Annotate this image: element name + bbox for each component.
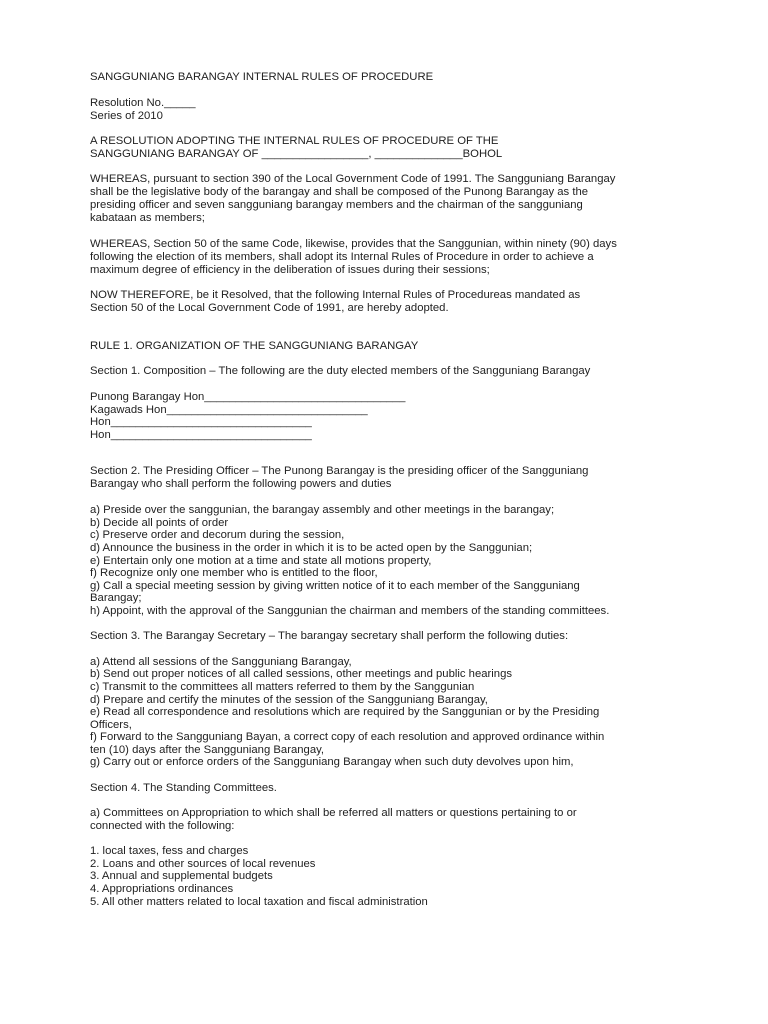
list-item: b) Send out proper notices of all called sessions, other meetings and public hearings: [90, 668, 513, 680]
list-item: g) Call a special meeting session by giving written notice of it to each member of the Sangguniang: [90, 580, 580, 592]
resolved-paragraph-line: Section 50 of the Local Government Code of 1991, are hereby adopted.: [90, 302, 449, 314]
resolution-number: Resolution No._____: [90, 97, 196, 109]
member-blank-line: Hon________________________________: [90, 416, 312, 428]
whereas-paragraph-line: presiding officer and seven sangguniang barangay members and the chairman of the sangguniang: [90, 199, 583, 211]
whereas-paragraph-line: WHEREAS, pursuant to section 390 of the Local Government Code of 1991. The Sangguniang Barangay: [90, 173, 616, 185]
list-item: f) Forward to the Sangguniang Bayan, a correct copy of each resolution and approved ordinance within: [90, 731, 605, 743]
list-item: Barangay;: [90, 592, 142, 604]
member-blank-line: Kagawads Hon________________________________: [90, 404, 368, 416]
committee-paragraph-line: connected with the following:: [90, 820, 235, 832]
member-blank-line: Hon________________________________: [90, 429, 312, 441]
list-item: ten (10) days after the Sangguniang Barangay,: [90, 744, 325, 756]
list-item: c) Preserve order and decorum during the session,: [90, 529, 345, 541]
section-heading: Section 4. The Standing Committees.: [90, 782, 277, 794]
list-item: d) Prepare and certify the minutes of the session of the Sangguniang Barangay,: [90, 694, 488, 706]
list-item: c) Transmit to the committees all matters referred to them by the Sanggunian: [90, 681, 475, 693]
resolved-paragraph-line: NOW THEREFORE, be it Resolved, that the following Internal Rules of Procedureas mandated as: [90, 289, 581, 301]
whereas-paragraph-line: maximum degree of efficiency in the deliberation of issues during their sessions;: [90, 264, 490, 276]
section-heading: Barangay who shall perform the following powers and duties: [90, 478, 392, 490]
list-item: e) Read all correspondence and resolutions which are required by the Sanggunian or by the Presiding: [90, 706, 600, 718]
rule-heading: RULE 1. ORGANIZATION OF THE SANGGUNIANG BARANGAY: [90, 340, 419, 352]
document-title: SANGGUNIANG BARANGAY INTERNAL RULES OF PROCEDURE: [90, 71, 434, 83]
numbered-list-item: 2. Loans and other sources of local revenues: [90, 858, 316, 870]
section-heading: Section 3. The Barangay Secretary – The barangay secretary shall perform the following duties:: [90, 630, 569, 642]
numbered-list-item: 1. local taxes, fess and charges: [90, 845, 249, 857]
list-item: f) Recognize only one member who is entitled to the floor,: [90, 567, 378, 579]
list-item: Officers,: [90, 719, 132, 731]
whereas-paragraph-line: kabataan as members;: [90, 212, 205, 224]
section-heading: Section 2. The Presiding Officer – The Punong Barangay is the presiding officer of the Sangguniang: [90, 465, 589, 477]
whereas-paragraph-line: following the election of its members, shall adopt its Internal Rules of Procedure in order to achieve a: [90, 251, 594, 263]
resolution-heading-line: A RESOLUTION ADOPTING THE INTERNAL RULES OF PROCEDURE OF THE: [90, 135, 499, 147]
list-item: a) Preside over the sanggunian, the barangay assembly and other meetings in the barangay;: [90, 504, 555, 516]
list-item: a) Attend all sessions of the Sangguniang Barangay,: [90, 656, 352, 668]
series-year: Series of 2010: [90, 110, 163, 122]
whereas-paragraph-line: shall be the legislative body of the barangay and shall be composed of the Punong Barangay as the: [90, 186, 589, 198]
list-item: e) Entertain only one motion at a time and state all motions property,: [90, 555, 432, 567]
numbered-list-item: 4. Appropriations ordinances: [90, 883, 234, 895]
list-item: d) Announce the business in the order in which it is to be acted open by the Sanggunian;: [90, 542, 533, 554]
section-heading: Section 1. Composition – The following are the duty elected members of the Sangguniang Barangay: [90, 365, 591, 377]
list-item: h) Appoint, with the approval of the Sanggunian the chairman and members of the standing committees.: [90, 605, 610, 617]
list-item: b) Decide all points of order: [90, 517, 229, 529]
member-blank-line: Punong Barangay Hon________________________________: [90, 391, 406, 403]
numbered-list-item: 5. All other matters related to local taxation and fiscal administration: [90, 896, 428, 908]
resolution-heading-line: SANGGUNIANG BARANGAY OF _________________, ______________BOHOL: [90, 148, 503, 160]
numbered-list-item: 3. Annual and supplemental budgets: [90, 870, 273, 882]
list-item: g) Carry out or enforce orders of the Sangguniang Barangay when such duty devolves upon him,: [90, 756, 574, 768]
whereas-paragraph-line: WHEREAS, Section 50 of the same Code, likewise, provides that the Sanggunian, within ninety (90) days: [90, 238, 617, 250]
committee-paragraph-line: a) Committees on Appropriation to which shall be referred all matters or questions pertaining to or: [90, 807, 577, 819]
